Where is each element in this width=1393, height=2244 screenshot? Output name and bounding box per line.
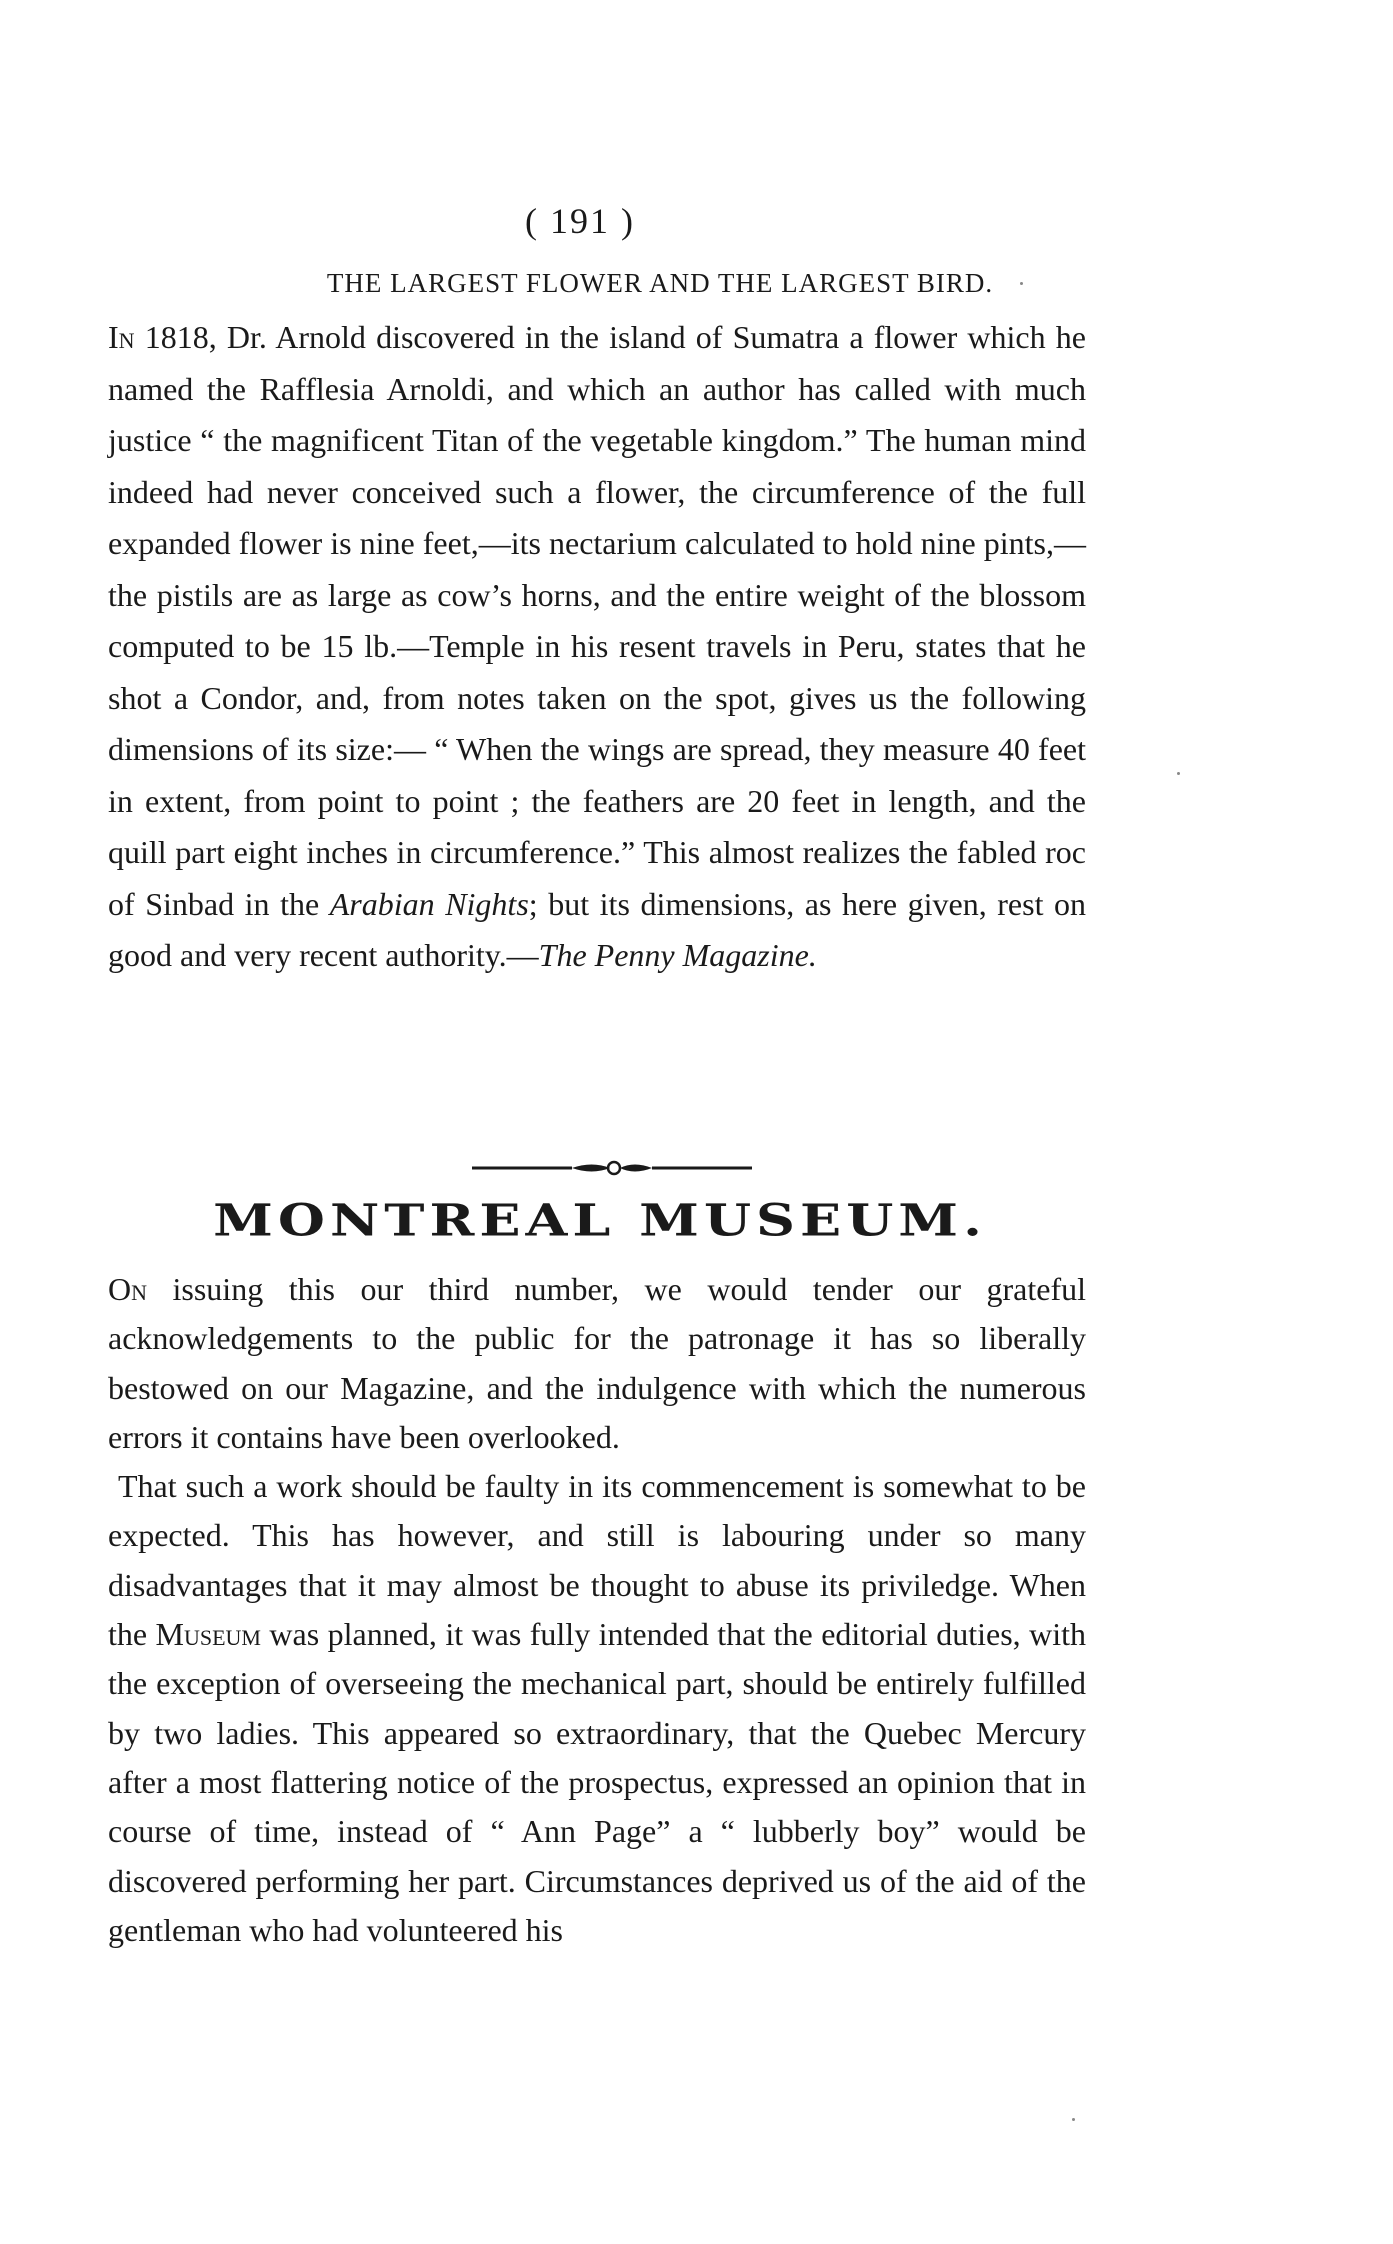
text-run: ; but its dimensions, as here given, rest on good and very recent authority.— — [108, 885, 1087, 973]
source-citation: The Penny Magazine. — [538, 937, 817, 973]
paper-speck — [1177, 772, 1180, 775]
text-run: That such a work should be faulty in its commencement is somewhat to be expected. This has however, and still is labouring under so many disadvantages that it may almost be thought to abuse its priviledge. When the — [108, 1468, 1086, 1653]
paper-speck — [1020, 282, 1023, 285]
article-body-montreal-museum — [108, 1265, 1086, 1955]
text-run: issuing this our third number, we would tender our grateful acknowledgements to the public for the patronage it has so liberally bestowed on our Magazine, and the indulgence with which the numerous errors it contains have been overlooked. — [108, 1271, 1086, 1455]
paragraph — [108, 1462, 1086, 1955]
paragraph — [108, 312, 1086, 982]
italic-title: Arabian Nights — [329, 885, 529, 922]
paper-speck — [1072, 2118, 1075, 2121]
paragraph — [108, 1265, 1086, 1462]
article-body-largest-flower — [108, 312, 1086, 982]
text-run: was planned, it was fully intended that the editorial duties, with the exception of overseeing the mechanical part, should be entirely fulfilled by two ladies. This appeared so extraordinary, that the Quebec Mercury after a most flattering notice of the prospectus, expressed an opinion that in course of time, instead of “ Ann Page” a “ lubberly boy” would be discovered performing her part. Circumstances deprived us of the aid of the gentleman who had volunteered his — [108, 1616, 1087, 1948]
small-caps-word: Museum — [155, 1616, 261, 1653]
ornamental-divider — [462, 1155, 762, 1181]
page-number: ( 191 ) — [525, 201, 635, 241]
text-run: 1818, Dr. Arnold discovered in the island of Sumatra a flower which he named the Rafflesia Arnoldi, and which an author has called with much justice “ the magnificent Titan of the vegetable kingdom.” The human mind indeed had never conceived such a flower, the circumference of the full expanded flower is nine feet,—its nectarium calculated to hold nine pints,—the pistils are as large as cow’s horns, and the entire weight of the blossom computed to be 15 lb.—Temple in his resent travels in Peru, states that he shot a Condor, and, from notes taken on the spot, gives us the following dimensions of its size:— “ When the wings are spread, they measure 40 feet in extent, from point to point ; the feathers are 20 feet in length, and the quill part eight inches in circumference.” This almost realizes the fabled roc of Sinbad in the — [108, 319, 1086, 922]
drop-word: In — [108, 319, 135, 355]
section-title-montreal-museum: MONTREAL MUSEUM. — [213, 1193, 987, 1247]
drop-word: On — [108, 1271, 147, 1307]
article-title-largest-flower: THE LARGEST FLOWER AND THE LARGEST BIRD. — [326, 268, 994, 298]
